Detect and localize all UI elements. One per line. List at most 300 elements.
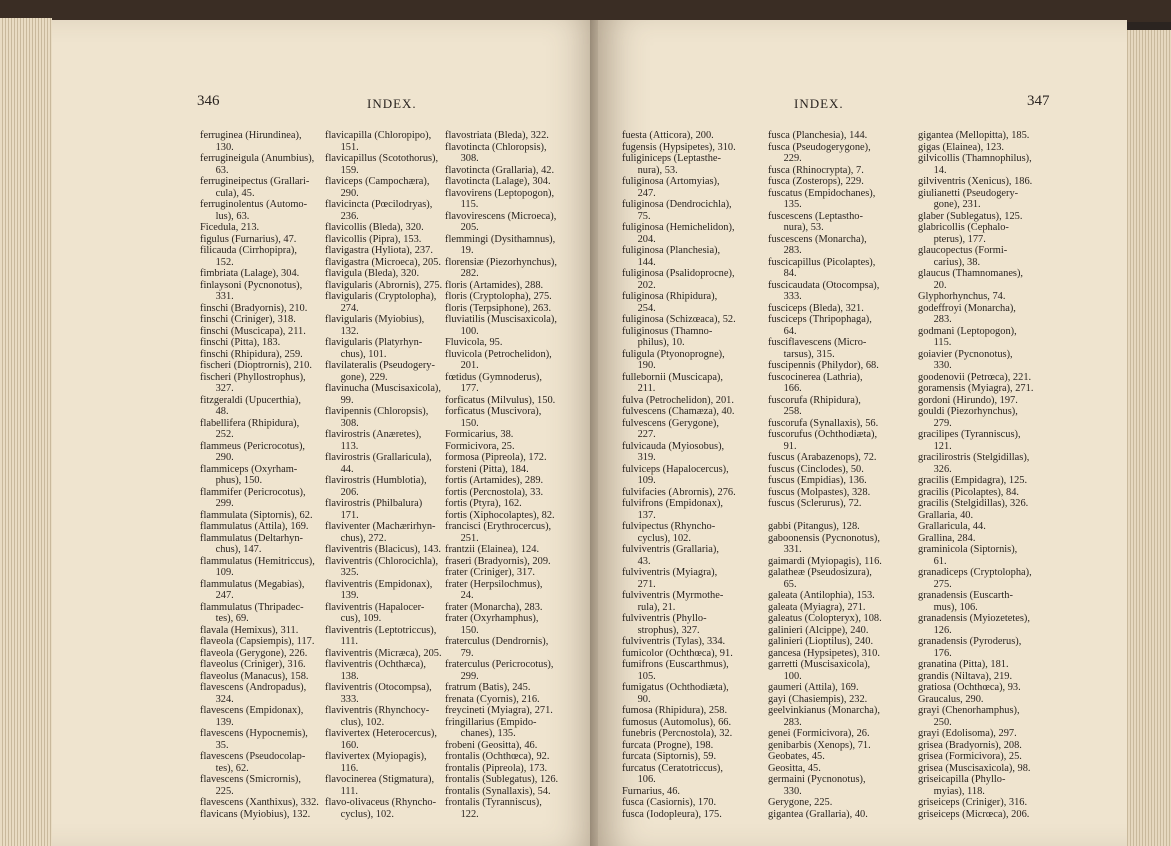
index-entry: 115. [445,199,479,210]
index-entry: flavigularis (Cryptolopha), [325,291,437,302]
index-entry: glaber (Sublegatus), 125. [918,210,1023,222]
index-entry: lus), 63. [200,210,250,222]
index-entry: rula), 21. [622,601,676,613]
right-page-number: 347 [1027,93,1050,109]
index-entry: fuscorufa (Rhipidura), [768,394,861,406]
index-entry: 229. [768,153,802,164]
index-entry: fortis (Artamides), 289. [445,475,544,486]
index-entry: geelvinkianus (Monarcha), [768,705,880,716]
index-entry: griseiceps (Micrœca), 206. [918,808,1030,820]
index-entry: 327. [200,383,234,394]
index-entry: Geobates, 45. [768,751,825,762]
index-entry: galeatus (Colopteryx), 108. [768,613,882,624]
index-entry: funebris (Percnostola), 32. [622,728,733,739]
index-entry: flammulatus (Megabias), [200,578,305,590]
index-entry: fulviventris (Grallaria), [622,544,719,555]
index-entry: fuligula (Ptyonoprogne), [622,348,725,360]
left-column-2 [325,130,447,820]
index-entry: 90. [622,693,651,705]
index-entry: finschi (Criniger), 318. [200,314,296,325]
right-column-3 [918,130,1040,820]
index-entry: 274. [325,302,359,314]
index-entry: flaviventris (Leptotriccus), [325,624,437,636]
right-column-2 [768,130,890,820]
index-entry: Furnarius, 46. [622,785,681,797]
index-entry: gayi (Chasiempis), 232. [768,693,868,705]
index-entry: frontalis (Synallaxis), 54. [445,785,551,797]
index-entry: fulvescens (Gerygone), [622,417,719,429]
index-entry: flavescens (Xanthixus), 332. [200,797,319,808]
index-entry: florensiæ (Piezorhynchus), [445,256,557,268]
index-entry: flavala (Hemixus), 311. [200,624,299,636]
index-entry: 201. [445,360,479,371]
index-entry: francisci (Erythrocercus), [445,521,552,532]
index-entry: glabricollis (Cephalo- [918,222,1009,233]
index-entry: fulviventris (Tylas), 334. [622,636,726,647]
right-page [598,20,1127,846]
left-page-header: INDEX. [367,96,417,111]
index-entry: 330. [918,360,952,371]
index-entry: 138. [325,670,359,682]
index-entry: fuscescens (Leptastho- [768,210,863,222]
index-entry: 144. [622,256,656,268]
index-entry: frantzii (Elainea), 124. [445,544,540,555]
index-entry: 159. [325,164,359,176]
index-entry: 204. [622,233,656,245]
index-entry: fusca (Planchesia), 144. [768,130,868,141]
index-entry: fortis (Xiphocolaptes), 82. [445,509,555,521]
index-entry: 109. [622,475,656,486]
index-entry: 331. [768,544,802,555]
index-entry: griseiceps (Criniger), 316. [918,797,1028,808]
index-entry: fuliginosa (Dendrocichla), [622,199,732,210]
index-entry: garretti (Muscisaxicola), [768,659,871,670]
index-entry: formosa (Pipreola), 172. [445,452,547,463]
index-entry: carius), 38. [918,256,981,268]
right-page-header: INDEX. [794,96,844,111]
index-entry: 115. [918,337,952,348]
index-entry: 319. [622,452,656,463]
index-entry: fulviventris (Myiagra), [622,567,718,578]
index-entry: flammulatus (Attila), 169. [200,521,309,532]
index-entry: 250. [918,716,952,728]
index-entry: floris (Artamides), 288. [445,279,544,291]
index-entry: gigantea (Mellopitta), 185. [918,130,1030,141]
index-entry: gracilirostris (Stelgidillas), [918,452,1030,463]
index-entry: fusca (Pseudogerygone), [768,141,871,153]
index-entry: fusca (Iodopleura), 175. [622,808,722,820]
index-entry: 116. [325,762,359,774]
index-entry: grisea (Bradyornis), 208. [918,739,1022,751]
index-entry: flavescens (Hypocnemis), [200,728,308,739]
index-entry: 206. [325,486,359,498]
index-entry: 135. [768,199,802,210]
index-entry: 252. [200,429,234,440]
index-entry: flavigularis (Platyrhyn- [325,337,423,348]
index-entry: 290. [325,187,359,199]
index-entry: frobeni (Geositta), 46. [445,739,538,751]
index-entry: chus), 272. [325,532,387,544]
index-entry: fuscus (Cinclodes), 50. [768,463,864,475]
index-entry: 109. [200,567,234,578]
index-entry: fuliginosus (Thamno- [622,325,713,337]
index-entry: fuscus (Arabazenops), 72. [768,452,877,463]
index-entry: fuscicapillus (Picolaptes), [768,256,876,268]
index-entry: finlaysoni (Pycnonotus), [200,279,303,291]
index-entry: flavivertex (Heterocercus), [325,728,437,739]
index-entry: furcatus (Ceratotriccus), [622,762,723,774]
index-entry: flavostriata (Bleda), 322. [445,130,549,141]
index-entry: finschi (Rhipidura), 259. [200,348,303,360]
index-entry: 160. [325,739,359,751]
index-entry: 166. [768,383,802,394]
index-entry: flavotincta (Chloropsis), [445,141,547,153]
index-entry: chus), 101. [325,348,387,360]
index-entry: flavicollis (Pipra), 153. [325,233,422,245]
index-entry: fusciceps (Thripophaga), [768,314,872,325]
index-entry: 35. [200,739,229,751]
index-entry: 190. [622,360,656,371]
index-entry: 202. [622,279,656,291]
index-entry: flaveolus (Criniger), 316. [200,659,306,670]
index-entry: flavescens (Smicrornis), [200,774,301,785]
index-entry: 122. [445,808,479,820]
index-entry: 251. [445,532,479,544]
index-entry: fuscatus (Empidochanes), [768,187,876,199]
index-entry: 44. [325,463,354,475]
index-entry: gone), 231. [918,199,981,210]
index-entry: galatheæ (Pseudosizura), [768,567,872,578]
index-entry: gilvicollis (Thamnophilus), [918,153,1032,164]
index-entry: Geositta, 45. [768,762,821,774]
index-entry: gracilis (Picolaptes), 84. [918,486,1019,498]
index-entry: Ficedula, 213. [200,222,260,233]
index-entry: fuscorufus (Ochthodiæta), [768,429,878,440]
index-entry: Formicivora, 25. [445,440,515,452]
index-entry: flaviceps (Campochæra), [325,176,430,187]
index-entry: fuscus (Molpastes), 328. [768,486,871,498]
index-entry: fuliginosa (Rhipidura), [622,291,718,302]
index-entry: mus), 106. [918,601,978,613]
index-entry: chus), 147. [200,544,262,555]
index-entry: flavigularis (Myiobius), [325,314,425,325]
index-entry: fuliginiceps (Leptasthe- [622,153,721,164]
index-entry: flavo-olivaceus (Rhyncho- [325,797,437,808]
index-entry: galinieri (Alcippe), 240. [768,624,869,636]
index-entry: fumifrons (Euscarthmus), [622,659,729,670]
index-entry: gouldi (Piezorhynchus), [918,406,1018,417]
index-entry: forsteni (Pitta), 184. [445,463,529,475]
index-entry: goramensis (Myiagra), 271. [918,383,1034,394]
index-entry: fratrum (Batis), 245. [445,682,531,693]
left-page [52,20,598,846]
index-entry: ferrugineigula (Anumbius), [200,153,315,164]
index-entry: 75. [622,210,651,222]
index-entry: fumosus (Automolus), 66. [622,716,732,728]
index-entry: 275. [918,578,952,590]
index-entry: fuscus (Empidias), 136. [768,475,867,486]
index-entry: flavescens (Pseudocolap- [200,751,306,762]
index-entry: flammifer (Pericrocotus), [200,486,306,498]
index-entry: frontalis (Sublegatus), 126. [445,774,559,785]
index-entry: fulva (Petrochelidon), 201. [622,394,734,406]
index-entry: 130. [200,141,234,153]
index-entry: finschi (Bradyornis), 210. [200,302,308,314]
index-entry: flavivertex (Myiopagis), [325,751,427,762]
index-entry: flavicapillus (Scotothorus), [325,153,439,164]
index-entry: gigas (Elainea), 123. [918,141,1004,153]
index-entry: philus), 10. [622,337,685,348]
index-entry: 227. [622,429,656,440]
right-page-edges [1127,30,1171,846]
index-entry: fringillarius (Empido- [445,716,537,728]
index-entry: flaviventris (Rhynchocy- [325,705,430,716]
index-entry: cyclus), 102. [622,532,691,544]
index-entry: 20. [918,279,947,291]
index-entry: 177. [445,383,479,394]
index-entry: ferruginea (Hirundinea), [200,130,302,141]
index-entry: 100. [445,325,479,337]
index-entry: gaimardi (Myiopagis), 116. [768,555,882,567]
index-entry: gordoni (Hirundo), 197. [918,394,1018,406]
index-entry: 330. [768,785,802,797]
index-entry: genei (Formicivora), 26. [768,728,870,739]
index-entry: flavigastra (Microeca), 205. [325,256,441,268]
index-entry: 24. [445,590,474,601]
index-entry: fulvescens (Chamæza), 40. [622,406,735,417]
index-entry: flaviventris (Empidonax), [325,578,433,590]
index-entry: fraterculus (Pericrocotus), [445,659,554,670]
index-entry: Glyphorhynchus, 74. [918,291,1006,302]
index-entry: nura), 53. [768,222,824,233]
index-entry: 258. [768,406,802,417]
index-entry: gratiosa (Ochthœca), 93. [918,682,1021,693]
index-entry: 65. [768,578,797,590]
index-entry: 61. [918,555,947,567]
index-entry: ferrugineipectus (Grallari- [200,176,310,187]
index-entry: myias), 118. [918,785,985,797]
index-entry: 299. [445,670,479,682]
index-entry: 64. [768,325,797,337]
index-entry: frontalis (Tyranniscus), [445,797,542,808]
index-entry: forficatus (Milvulus), 150. [445,394,556,406]
index-entry: flammulata (Siptornis), 62. [200,509,313,521]
index-entry: fulvipectus (Rhyncho- [622,521,716,532]
index-entry: gancesa (Hypsipetes), 310. [768,647,880,659]
index-entry: Gerygone, 225. [768,797,833,808]
index-entry: galinieri (Lioptilus), 240. [768,636,874,647]
index-entry: fulvicauda (Myiosobus), [622,440,725,452]
index-entry: fortis (Ptyra), 162. [445,498,522,509]
index-entry: clus), 102. [325,716,385,728]
index-entry: 43. [622,555,651,567]
index-entry: godeffroyi (Monarcha), [918,302,1016,314]
index-entry: flavirostris (Grallaricula), [325,452,432,463]
index-entry: fusca (Casiornis), 170. [622,797,717,808]
index-entry: glaucus (Thamnomanes), [918,268,1024,279]
index-entry: 331. [200,291,234,302]
index-entry: flavirostris (Philbalura) [325,498,423,509]
index-entry: 247. [200,590,234,601]
index-entry: fuscus (Sclerurus), 72. [768,498,862,509]
index-entry: fumigatus (Ochthodiæta), [622,682,729,693]
index-entry: fitzgeraldi (Upucerthia), [200,394,301,406]
index-entry: forficatus (Muscivora), [445,406,542,417]
index-entry: flaviventer (Machærirhyn- [325,521,436,532]
index-entry: Grallaria, 40. [918,509,974,521]
index-entry: Grallaricula, 44. [918,521,986,532]
index-entry: fugensis (Hypsipetes), 310. [622,141,736,153]
index-entry: flavinucha (Muscisaxicola), [325,383,441,394]
index-entry: filicauda (Cirrhopipra), [200,245,297,256]
index-entry: cus), 109. [325,613,382,624]
index-entry: tarsus), 315. [768,348,835,360]
index-entry: flavescens (Andropadus), [200,682,307,693]
index-entry: glaucopectus (Formi- [918,245,1008,256]
index-entry: grayi (Chenorhamphus), [918,705,1020,716]
index-entry: 324. [200,693,234,705]
index-entry: flabellifera (Rhipidura), [200,417,300,429]
index-entry: Graucalus, 290. [918,693,984,705]
index-entry: Formicarius, 38. [445,429,514,440]
index-entry: 121. [918,440,952,452]
index-entry: fusca (Rhinocrypta), 7. [768,164,864,176]
index-entry: fortis (Percnostola), 33. [445,486,544,498]
index-entry: 139. [200,716,234,728]
index-entry: gracilis (Stelgidillas), 326. [918,498,1029,509]
index-entry: 299. [200,498,234,509]
index-entry: granadensis (Euscarth- [918,590,1013,601]
index-entry: griseicapilla (Phyllo- [918,774,1006,785]
index-entry: 113. [325,440,359,452]
index-entry: pterus), 177. [918,233,986,245]
index-entry: gilviventris (Xenicus), 186. [918,176,1033,187]
index-entry: 247. [622,187,656,199]
index-entry: fuscipennis (Philydor), 68. [768,360,879,371]
index-entry: 63. [200,164,229,176]
index-entry: granadiceps (Cryptolopha), [918,567,1032,578]
index-entry: 279. [918,417,952,429]
index-entry: 333. [325,693,359,705]
index-entry: fluvicola (Petrochelidon), [445,348,552,360]
index-entry: gabbi (Pitangus), 128. [768,521,860,532]
index-entry: frater (Criniger), 317. [445,567,536,578]
book-cover-top [0,0,1171,22]
index-entry: 111. [325,785,358,797]
index-entry: fischeri (Dioptrornis), 210. [200,360,312,371]
index-entry: finschi (Muscicapa), 211. [200,325,306,337]
left-page-edges [0,18,52,846]
index-entry: gaumeri (Attila), 169. [768,682,859,693]
index-entry: 99. [325,394,354,406]
index-entry: gone), 229. [325,371,388,383]
index-entry: 283. [918,314,952,325]
index-entry: 19. [445,245,474,256]
index-entry: 283. [768,245,802,256]
index-entry: 325. [325,567,359,578]
index-entry: strophus), 327. [622,624,700,636]
left-column-1 [200,130,322,820]
index-entry: fœtidus (Gymnoderus), [445,371,542,383]
index-entry: 105. [622,670,656,682]
index-entry: 100. [768,670,802,682]
index-entry: 308. [325,417,359,429]
index-entry: galeata (Myiagra), 271. [768,601,866,613]
left-column-3 [445,130,567,820]
index-entry: 151. [325,141,359,153]
index-entry: fuliginosa (Psalidoprocne), [622,268,735,279]
index-entry: fluviatilis (Muscisaxicola), [445,314,557,325]
index-entry: flavicans (Myiobius), 132. [200,808,311,820]
index-entry: 91. [768,440,797,452]
index-entry: graminicola (Siptornis), [918,544,1018,555]
index-entry: flavovirescens (Microeca), [445,210,557,222]
index-entry: gaboonensis (Pycnonotus), [768,532,880,544]
index-entry: figulus (Furnarius), 47. [200,233,297,245]
index-entry: fuscicaudata (Otocompsa), [768,279,880,291]
index-entry: floris (Cryptolopha), 275. [445,291,552,302]
index-entry: 111. [325,636,358,647]
index-entry: fuliginosa (Planchesia), [622,245,721,256]
index-entry: fuscocinerea (Lathria), [768,371,863,383]
index-entry: grisea (Muscisaxicola), 98. [918,762,1031,774]
index-entry: galeata (Antilophia), 153. [768,590,875,601]
index-entry: fulvifrons (Empidonax), [622,498,723,509]
index-entry: fraterculus (Dendrornis), [445,636,549,647]
index-entry: 254. [622,302,656,314]
index-entry: 79. [445,647,474,659]
index-entry: fusciceps (Bleda), 321. [768,302,864,314]
index-entry: flavilateralis (Pseudogery- [325,360,435,371]
index-entry: frater (Oxyrhamphus), [445,613,539,624]
index-entry: cula), 45. [200,187,255,199]
index-entry: freycineti (Myiagra), 271. [445,705,553,716]
index-entry: flavotincta (Lalage), 304. [445,176,551,187]
index-entry: flavovirens (Leptopogon), [445,187,555,199]
index-entry: gracilis (Empidagra), 125. [918,475,1028,486]
index-entry: flammulatus (Thripadec- [200,601,304,613]
index-entry: finschi (Pitta), 183. [200,337,281,348]
index-entry: flavicapilla (Chloropipo), [325,130,432,141]
index-entry: 126. [918,624,952,636]
index-entry: frenata (Cyornis), 216. [445,693,540,705]
index-entry: flavirostris (Anæretes), [325,429,422,440]
index-entry: flaviventris (Chlorocichla), [325,555,439,567]
index-entry: fuliginosa (Hemichelidon), [622,222,735,233]
index-entry: grisea (Formicivora), 25. [918,751,1022,762]
index-entry: 326. [918,463,952,475]
index-entry: 139. [325,590,359,601]
index-entry: flaviventris (Ochthæca), [325,659,426,670]
index-entry: 106. [622,774,656,785]
index-entry: 282. [445,268,479,279]
index-entry: fusca (Zosterops), 229. [768,176,864,187]
index-entry: 271. [622,578,656,590]
index-entry: 132. [325,325,359,337]
index-entry: flavigula (Bleda), 320. [325,268,420,279]
index-entry: grayi (Edolisoma), 297. [918,728,1017,739]
index-entry: flemmingi (Dysithamnus), [445,233,556,245]
index-entry: fuliginosa (Artomyias), [622,176,720,187]
index-entry: fischeri (Phyllostrophus), [200,371,306,383]
index-entry: flammulatus (Deltarhyn- [200,532,304,544]
index-entry: 205. [445,222,479,233]
index-entry: fuscorufa (Synallaxis), 56. [768,417,879,429]
index-entry: 48. [200,406,229,417]
index-entry: granatina (Pitta), 181. [918,659,1009,670]
index-entry: fumosa (Rhipidura), 258. [622,705,728,716]
index-entry: goiavier (Pycnonotus), [918,348,1013,360]
